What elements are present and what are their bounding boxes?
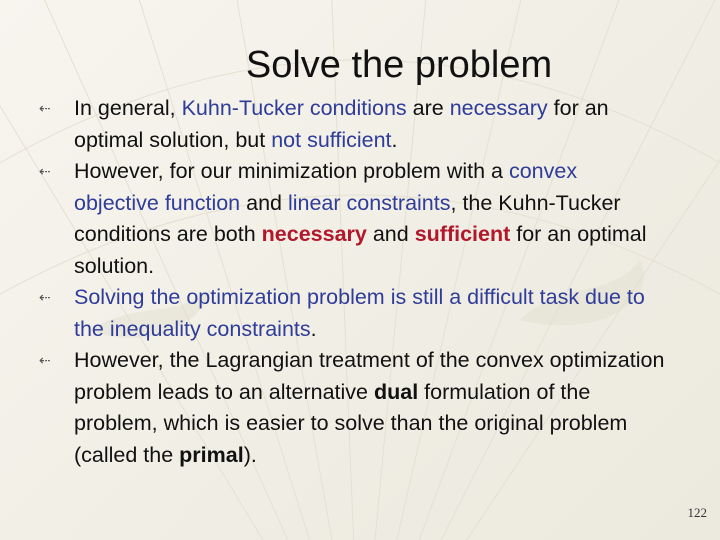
highlight-solving-difficult: Solving the optimization problem is still a difficult task due to the inequality constraints	[74, 285, 645, 341]
arrow-bullet-icon: ⇠	[39, 289, 51, 305]
arrow-bullet-icon: ⇠	[39, 100, 51, 116]
emphasis-necessary: necessary	[261, 222, 367, 246]
highlight-necessary: necessary	[449, 96, 548, 120]
emphasis-primal: primal	[179, 442, 244, 467]
bullet-text: for an optimal solution.	[74, 222, 647, 278]
bullet-text: and	[240, 190, 288, 215]
emphasis-sufficient: sufficient	[414, 222, 511, 246]
slide-title: Solve the problem	[245, 44, 553, 86]
bullet-item	[39, 93, 666, 156]
bullet-list	[39, 93, 666, 471]
bullet-item	[39, 282, 666, 345]
bullet-text: However, the Lagrangian treatment of the convex optimization problem leads to an alternative	[74, 348, 665, 404]
bullet-text: .	[391, 127, 398, 152]
arrow-bullet-icon: ⇠	[39, 352, 51, 368]
page-number: 122	[687, 505, 707, 520]
bullet-text: are	[406, 96, 450, 120]
highlight-linear-constraints: linear constraints	[287, 190, 451, 215]
arrow-bullet-icon: ⇠	[39, 163, 51, 179]
emphasis-dual: dual	[373, 379, 419, 404]
bullet-text: .	[310, 316, 317, 341]
bullet-item	[39, 345, 666, 471]
highlight-convex-objective: convex objective function	[74, 159, 578, 215]
bullet-text: and	[366, 222, 415, 246]
bullet-text: for an optimal solution, but	[74, 96, 609, 152]
bullet-text: formulation of the problem, which is easier to solve than the original problem (called the	[74, 379, 628, 467]
bullet-item	[39, 156, 666, 282]
highlight-not-sufficient: not sufficient	[271, 127, 392, 152]
bullet-text: In general,	[74, 96, 182, 120]
bullet-text: , the Kuhn-Tucker conditions are both	[74, 190, 621, 246]
highlight-kuhn-tucker: Kuhn-Tucker conditions	[181, 96, 407, 120]
bullet-text: ).	[243, 442, 257, 467]
bullet-text: However, for our minimization problem with a	[74, 159, 509, 183]
